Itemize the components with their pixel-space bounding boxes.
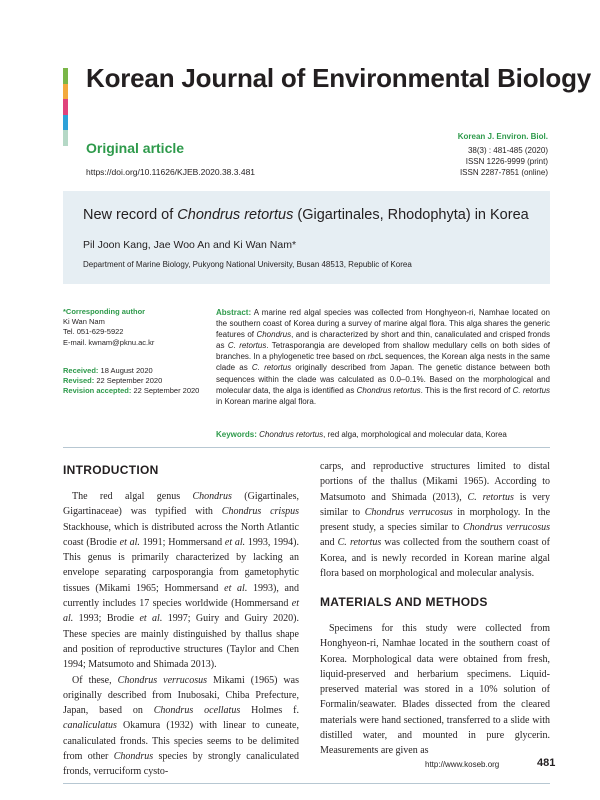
abstract-text: . Tetrasporangia are developed from shallow medullary cells on both sides of branches. In a phylogenetic tree based on (216, 341, 551, 362)
received-date (63, 366, 213, 376)
left-column (63, 489, 299, 780)
citation-block (458, 131, 548, 178)
text: 1997; Guiry and Guiry 2020). These species are mainly distinguished by thallus shape and position of reproductive structures (Taylor and Chen 1994; Matsumoto and Shimada 2013). (63, 613, 299, 671)
received-label: Received: (63, 366, 99, 375)
italic: Chondrus verrucosus (463, 522, 550, 534)
italic: canaliculatus (63, 720, 117, 732)
text: (Gigartinales, Gigartinaceae) was typified with (63, 491, 299, 518)
abstract-text: . This is the first record of (420, 385, 513, 395)
italic: Chondrus crispus (221, 506, 299, 518)
doi-link[interactable]: https://doi.org/10.11626/KJEB.2020.38.3.481 (86, 167, 256, 177)
accepted-label: Revision accepted: (63, 386, 132, 396)
revised-value: 22 September 2020 (96, 376, 163, 386)
affiliation: Department of Marine Biology, Pukyong National University, Busan 48513, Republic of Korea (83, 260, 412, 269)
text: Of these, (72, 674, 118, 686)
italic: Chondrus verrucosus (364, 506, 453, 518)
received-value: 18 August 2020 (100, 366, 153, 375)
text: Mikami (1965) was originally described from Inubosaki, Chiba Prefecture, Japan, based on (63, 674, 299, 717)
corresponding-name: Ki Wan Nam (63, 317, 105, 327)
corresponding-tel: Tel. 051-629-5922 (63, 327, 124, 337)
methods-paragraph-1: Specimens for this study were collected from Honghyeon-ri, Namhae located in the southern coast of Korea. Morphological data were obtained from fresh, liquid-preserved and herbarium specimens. Liquid-preserved material was stored in a 10% solution of Formalin/seawater. Blades dissected from the cleared materials were hand sectioned, transferred to a slide with distilled water, and mounted in pure glycerin. Measurements are given as (320, 623, 550, 757)
abstract-italic: C. retortus (227, 341, 267, 351)
intro-paragraph-2 (63, 673, 299, 780)
text: in morphology. In the present study, a species similar to (320, 506, 551, 534)
text: Okamura (1932) with linear to cuneate, canaliculated fronds. This species seems to be delimited from other (63, 720, 299, 763)
title-text: (Gigartinales, Rhodophyta) in Korea (293, 207, 529, 223)
color-bar-segment (63, 99, 68, 115)
abstract-italic: C. retortus (512, 385, 551, 395)
introduction-heading: INTRODUCTION (63, 463, 159, 477)
journal-color-bar (63, 68, 68, 146)
text: carps, and reproductive structures limited to distal portions of the thallus (Mikami 1965). According to Matsumoto and Shimada (2013), (320, 461, 550, 503)
italic: C. retortus (467, 491, 514, 503)
accepted-value: 22 September 2020 (133, 386, 200, 396)
right-column-methods (320, 621, 550, 759)
color-bar-segment (63, 84, 68, 100)
italic: et al. (224, 582, 248, 594)
right-column-intro (320, 459, 550, 581)
corresponding-author (63, 307, 213, 348)
abstract (216, 307, 550, 407)
corresponding-label: *Corresponding author (63, 307, 146, 316)
italic: Chondrus (192, 491, 232, 502)
text: The red algal genus (72, 491, 193, 502)
volume-pages: 38(3) : 481-485 (2020) (467, 146, 548, 155)
section-divider (63, 447, 550, 448)
italic: C. retortus (337, 537, 382, 549)
revised-date (63, 376, 213, 386)
text: 1993; Brodie (73, 613, 140, 625)
italic: et al. (139, 613, 163, 625)
text: 1993), and currently includes 17 species worldwide (Hommersand (63, 582, 299, 610)
keywords (216, 429, 550, 440)
text: was collected from the southern coast of Korea, and is newly recorded in Korean marine algal flora based on morphological and molecular analysis. (320, 537, 550, 580)
abstract-italic: rbc (367, 352, 379, 362)
color-bar-segment (63, 115, 68, 131)
methods-heading: MATERIALS AND METHODS (320, 595, 488, 609)
journal-abbreviation: Korean J. Environ. Biol. (457, 132, 548, 141)
title-box (63, 191, 550, 284)
article-type: Original article (86, 140, 185, 156)
journal-title: Korean Journal of Environmental Biology (86, 63, 592, 93)
text: is very similar to (320, 491, 551, 518)
dates (63, 366, 213, 397)
abstract-italic: C. retortus (251, 363, 292, 373)
title-species: Chondrus retortus (177, 207, 294, 223)
revised-label: Revised: (63, 376, 95, 386)
abstract-text: A marine red algal species was collected from Honghyeon-ri, Namhae located on the southern coast of Korea during a survey of marine algal flora. This alga shares the generic features of (216, 308, 550, 340)
italic: Chondrus ocellatus (153, 705, 241, 717)
text: 1993, 1994). This genus is primarily characterized by lacking an envelope separating carposporangia from gametophytic tissues (Mikami 1965; Hommersand (63, 536, 300, 594)
text: Stackhouse, which is distributed across the North Atlantic coast (Brodie (63, 521, 299, 548)
text: and (320, 537, 338, 549)
italic: Chondrus verrucosus (117, 674, 208, 686)
italic: et al. (63, 598, 299, 625)
abstract-label: Abstract: (216, 308, 252, 317)
text: Holmes f. (240, 705, 299, 717)
intro-paragraph-3 (320, 459, 550, 581)
footer-rule (63, 783, 550, 784)
issn-online: ISSN 2287-7851 (online) (459, 168, 548, 177)
abstract-text: in Korean marine algal flora. (216, 396, 317, 406)
authors: Pil Joon Kang, Jae Woo An and Ki Wan Nam* (83, 239, 297, 251)
text: 1991; Hommersand (139, 536, 225, 548)
text: species by strongly canaliculated fronds, verruciform cysto- (63, 751, 299, 778)
color-bar-segment (63, 130, 68, 146)
italic: et al. (119, 536, 140, 548)
keywords-text: , red alga, morphological and molecular data, Korea (323, 430, 507, 439)
keywords-label: Keywords: (216, 430, 257, 439)
abstract-text: , and is characterized by short and thin, canaliculated and crisped fronds as (216, 330, 550, 351)
paper-title (83, 207, 529, 223)
abstract-italic: Chondrus (256, 330, 292, 340)
title-text: New record of (83, 207, 178, 223)
italic: et al. (224, 536, 246, 548)
abstract-italic: Chondrus retortus (356, 385, 421, 395)
abstract-text: originally described from Japan. The genetic distance between both sequences within the clade was calculated as 0.0–0.1%. Based on the morphological and molecular data, the alga is identified as (216, 363, 550, 395)
keyword-species: Chondrus retortus (259, 430, 324, 439)
intro-paragraph-1 (63, 489, 299, 673)
color-bar-segment (63, 68, 68, 84)
abstract-text: L sequences, the Korean alga nests in the same clade as (216, 352, 550, 373)
issn-print: ISSN 1226-9999 (print) (465, 157, 548, 166)
footer-url[interactable]: http://www.koseb.org (425, 760, 500, 769)
accepted-date (63, 386, 213, 396)
italic: Chondrus (113, 751, 154, 763)
corresponding-email[interactable]: E-mail. kwnam@pknu.ac.kr (63, 337, 155, 347)
page-number: 481 (537, 757, 556, 769)
